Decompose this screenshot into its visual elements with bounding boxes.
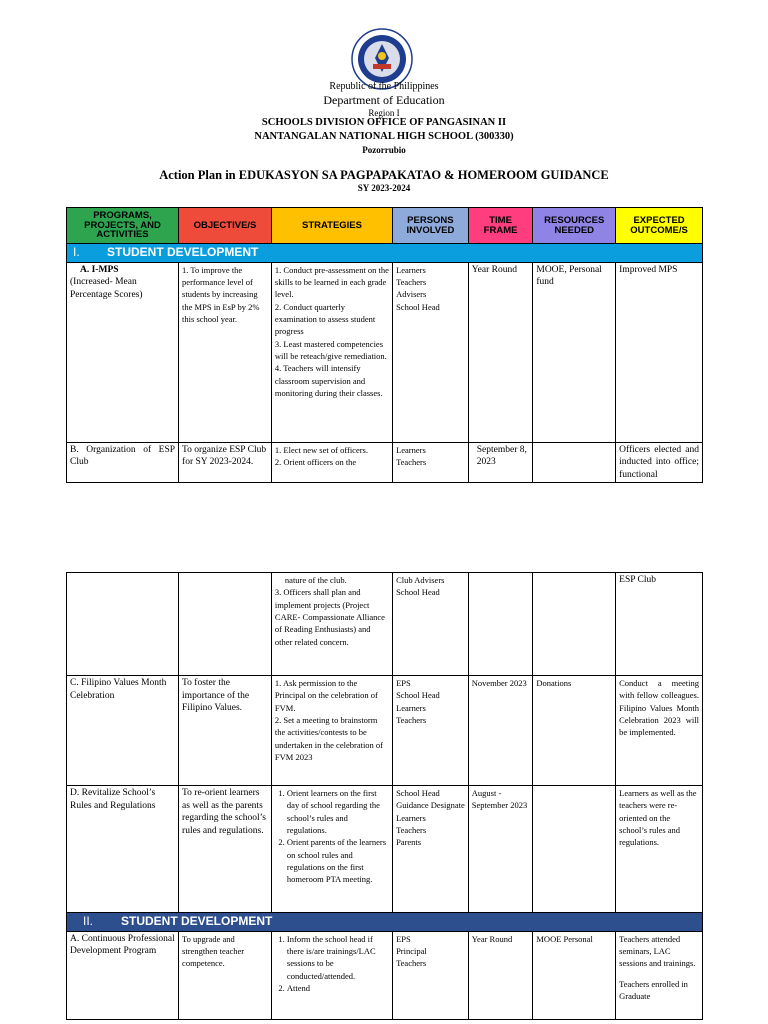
program-title: A. I-MPS	[80, 264, 119, 275]
program-cell	[67, 573, 179, 676]
resources-cell: MOOE Personal	[533, 931, 616, 1019]
strategies-cell	[271, 262, 392, 442]
strategy-item: 4. Teachers will intensify classroom supervision and monitoring during their classes.	[274, 363, 383, 398]
objective-cell: To foster the importance of the Filipino Values.	[179, 676, 272, 786]
strategy-item: 1. Ask permission to the Principal on the celebration of FVM.	[274, 678, 378, 713]
persons-cell	[393, 931, 469, 1019]
strategy-item: nature of the club.	[284, 575, 347, 585]
table-row	[67, 931, 703, 1019]
strategies-cell	[271, 442, 392, 483]
person-item: Teachers	[396, 277, 427, 288]
objective-cell: To re-orient learners as well as the parents regarding the school’s rules and regulations.	[179, 786, 272, 913]
person-item: School Head	[396, 587, 440, 598]
resources-cell	[533, 573, 616, 676]
col-header-strategies: STRATEGIES	[271, 208, 392, 244]
outcome-cell: Learners as well as the teachers were re-oriented on the school’s rules and regulations.	[616, 786, 703, 913]
person-item: Learners	[396, 812, 426, 823]
school-year: SY 2023-2024	[357, 183, 411, 193]
strategy-item: 2. Orient officers on the	[274, 457, 357, 468]
strategy-item: 2. Conduct quarterly examination to assess student progress	[274, 301, 376, 337]
section-number: II.	[83, 914, 94, 928]
time-frame-cell: November 2023	[468, 676, 533, 786]
town-line: Pozorrubio	[362, 145, 406, 155]
persons-cell	[393, 786, 469, 913]
section-header-1	[67, 244, 703, 263]
person-item: Advisers	[396, 289, 427, 300]
action-plan-table-page1	[66, 207, 703, 483]
republic-line: Republic of the Philippines	[329, 81, 439, 92]
strategy-item: 2. Attend	[287, 982, 389, 994]
resources-cell	[533, 786, 616, 913]
outcome-cell: Conduct a meeting with fellow colleagues. Filipino Values Month Celebration 2023 will be implemented.	[616, 676, 703, 786]
table-row	[67, 442, 703, 483]
section-number: I.	[73, 245, 80, 259]
person-item: Teachers	[396, 824, 427, 835]
person-item: Guidance Designate	[396, 800, 465, 811]
program-cell: C. Filipino Values Month Celebration	[67, 676, 179, 786]
col-header-outcomes: EXPECTED OUTCOME/S	[616, 208, 703, 244]
col-header-persons: PERSONS INVOLVED	[393, 208, 469, 244]
school-line: NANTANGALAN NATIONAL HIGH SCHOOL (300330)	[254, 131, 514, 142]
strategies-cell	[271, 573, 392, 676]
objective-cell: 1. To improve the performance level of students by increasing the MPS in EsP by 2% this school year.	[179, 262, 272, 442]
resources-cell: Donations	[533, 676, 616, 786]
region-line: Region I	[368, 108, 400, 118]
program-cell: A. Continuous Professional Development Program	[67, 931, 179, 1019]
persons-cell	[393, 573, 469, 676]
program-cell: B. Organization of ESP Club	[67, 442, 179, 483]
person-item: Learners	[396, 264, 426, 275]
person-item: School Head	[396, 690, 440, 701]
outcome-cell	[616, 931, 703, 1019]
persons-cell	[393, 262, 469, 442]
table-row	[67, 262, 703, 442]
table-row	[67, 573, 703, 676]
resources-cell: MOOE, Personal fund	[533, 262, 616, 442]
outcome-cell: Officers elected and inducted into office; functional	[616, 442, 703, 483]
table-row	[67, 676, 703, 786]
strategies-cell	[271, 786, 392, 913]
person-item: Teachers	[396, 714, 427, 725]
person-item: School Head	[396, 788, 440, 798]
outcome-item: Teachers enrolled in Graduate	[619, 978, 688, 1002]
outcome-cell: Improved MPS	[616, 262, 703, 442]
person-item: EPS	[396, 678, 411, 688]
program-cell: D. Revitalize School’s Rules and Regulations	[67, 786, 179, 913]
col-header-time-frame: TIME FRAME	[468, 208, 533, 244]
document-title: Action Plan in EDUKASYON SA PAGPAPAKATAO & HOMEROOM GUIDANCE	[159, 168, 609, 182]
department-line: Department of Education	[323, 93, 445, 107]
person-item: School Head	[396, 301, 440, 312]
section-title: STUDENT DEVELOPMENT	[107, 245, 259, 259]
col-header-resources: RESOURCES NEEDED	[533, 208, 616, 244]
strategy-item: 1. Inform the school head if there is/are trainings/LAC sessions to be conducted/attended.	[287, 933, 389, 982]
objective-cell	[179, 573, 272, 676]
persons-cell	[393, 442, 469, 483]
strategies-cell	[271, 676, 392, 786]
person-item: Learners	[396, 444, 426, 455]
strategy-item: 1. Elect new set of officers.	[274, 444, 368, 455]
resources-cell	[533, 442, 616, 483]
program-cell	[67, 262, 179, 442]
time-frame-cell: September 8, 2023	[468, 442, 533, 483]
person-item: Parents	[396, 837, 422, 848]
outcome-item: Teachers attended seminars, LAC sessions and trainings.	[619, 933, 696, 969]
objective-cell: To upgrade and strengthen teacher competence.	[179, 931, 272, 1019]
person-item: Teachers	[396, 457, 427, 468]
section-header-2	[67, 913, 703, 932]
person-item: Club Advisers	[396, 575, 445, 585]
outcome-cell: ESP Club	[616, 573, 703, 676]
objective-cell: To organize ESP Club for SY 2023-2024.	[179, 442, 272, 483]
strategy-item: 1. Orient learners on the first day of school regarding the school’s rules and regulations.	[287, 787, 389, 836]
person-item: Learners	[396, 702, 426, 713]
strategy-item: 2. Set a meeting to brainstorm the activities/contests to be undertaken in the celebration of FVM 2023	[274, 714, 384, 762]
column-header-row	[67, 208, 703, 244]
table-row	[67, 786, 703, 913]
program-subtitle: (Increased- Mean Percentage Scores)	[70, 277, 143, 300]
division-line: SCHOOLS DIVISION OFFICE OF PANGASINAN II	[261, 117, 507, 128]
time-frame-cell: August - September 2023	[468, 786, 533, 913]
strategy-item: 3. Officers shall plan and implement projects (Project CARE- Compassionate Alliance of Reading Enthusiasts) and other related concern.	[274, 587, 385, 647]
section-title: STUDENT DEVELOPMENT	[121, 914, 273, 928]
person-item: Teachers	[396, 958, 427, 969]
strategy-item: 3. Least mastered competencies will be reteach/give remediation.	[274, 338, 387, 362]
strategy-item: 1. Conduct pre-assessment on the skills to be learned in each grade level.	[274, 264, 389, 300]
strategy-item: 2. Orient parents of the learners on school rules and regulations on the first homeroom PTA meeting.	[287, 836, 389, 885]
action-plan-table-page2	[66, 572, 703, 1020]
person-item: Principal	[396, 946, 427, 957]
strategies-cell	[271, 931, 392, 1019]
persons-cell	[393, 676, 469, 786]
person-item: EPS	[396, 933, 411, 944]
col-header-programs: PROGRAMS, PROJECTS, AND ACTIVITIES	[67, 208, 179, 244]
time-frame-cell: Year Round	[468, 931, 533, 1019]
time-frame-cell: Year Round	[468, 262, 533, 442]
time-frame-cell	[468, 573, 533, 676]
col-header-objectives: OBJECTIVE/S	[179, 208, 272, 244]
